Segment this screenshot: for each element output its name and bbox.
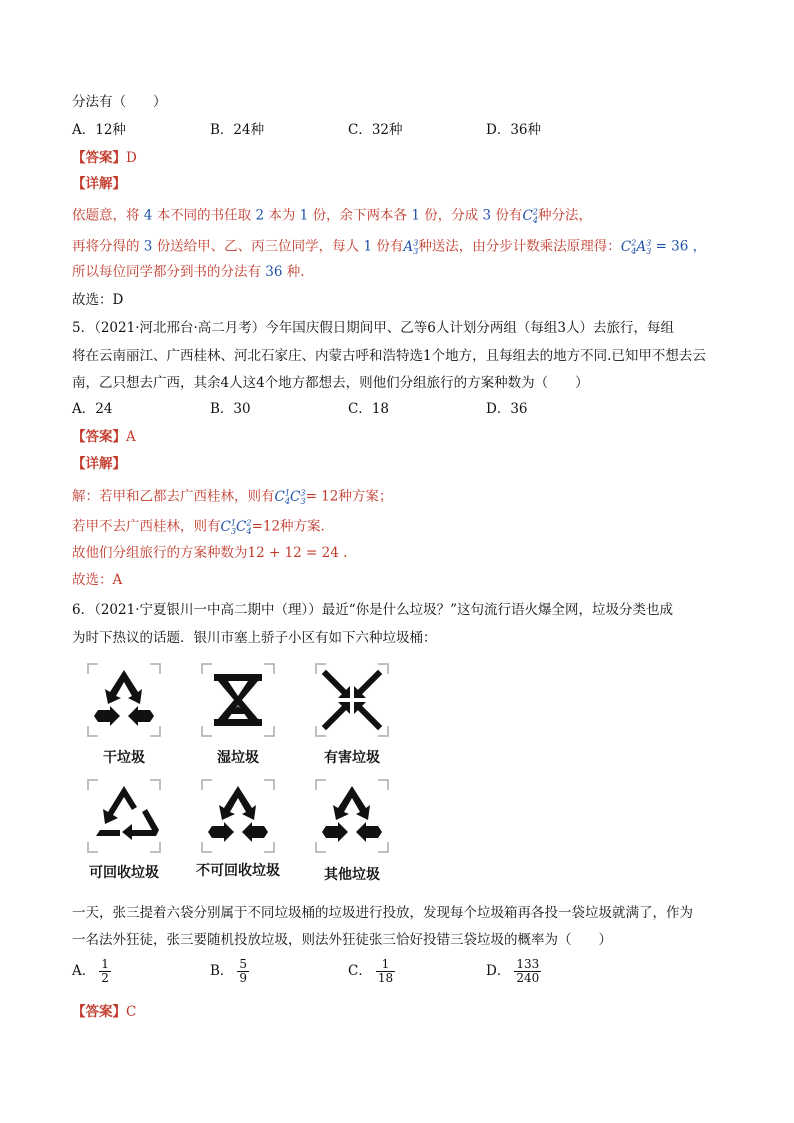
q4-choice-b: B．24种 [210, 122, 265, 138]
q4-detail-line2: 再将分得的 3 份送给甲、乙、丙三位同学，每人 1 份有$A^3_3$种送法，由分步计数乘法原理得：$C^2_4A^3_3 = 36$ ， [72, 238, 707, 257]
q4-detail-line1: 依题意，将 4 本不同的书任取 2 本为 1 份，余下两本各 1 份，分成 3 份有$C^2_4$种分法， [72, 207, 592, 226]
recycle-open-icon [86, 662, 162, 738]
q4-stem-end: 分法有（ ） [72, 94, 167, 110]
q5-detail-line3: 故他们分组旅行的方案种数为12 + 12 = 24 . [72, 545, 348, 561]
q6-stem-line3: 一天，张三提着六袋分别属于不同垃圾桶的垃圾进行投放，发现每个垃圾箱再各投一袋垃圾就满了，作为 [72, 905, 693, 921]
q6-stem-line2: 为时下热议的话题．银川市塞上骄子小区有如下六种垃圾桶： [72, 630, 437, 646]
q5-answer: 【答案】A [72, 429, 136, 445]
bin-label-dry: 干垃圾 [103, 750, 145, 766]
bin-label-non-recyclable: 不可回收垃圾 [196, 863, 280, 879]
recycle-icon [86, 778, 162, 854]
q6-choice-c: C． $\frac{1}{18}$ [348, 957, 394, 985]
q5-stem-line3: 南，乙只想去广西，其余4人这4个地方都想去，则他们分组旅行的方案种数为（ ） [72, 375, 589, 391]
q6-stem-line4: 一名法外狂徒，张三要随机投放垃圾，则法外狂徒张三恰好投错三袋垃圾的概率为（ ） [72, 932, 612, 948]
q5-detail-label: 【详解】 [72, 456, 126, 472]
q4-answer: 【答案】D [72, 150, 137, 166]
q4-choice-c: C．32种 [348, 122, 403, 138]
bin-label-recyclable: 可回收垃圾 [89, 865, 159, 881]
hourglass-icon [200, 662, 276, 738]
q5-choice-d: D．36 [486, 401, 528, 417]
q4-detail-label: 【详解】 [72, 176, 126, 192]
q5-stem-line2: 将在云南丽江、广西桂林、河北石家庄、内蒙古呼和浩特选1个地方，且每组去的地方不同.已知甲不想去云 [72, 348, 706, 364]
q5-choice-a: A．24 [72, 401, 113, 417]
q4-conclusion: 故选：D [72, 292, 124, 308]
recycle-open-icon [200, 778, 276, 854]
q5-choice-b: B．30 [210, 401, 251, 417]
q6-choice-b: B． $\frac{5}{9}$ [210, 957, 248, 985]
q6-stem-line1: 6．（2021·宁夏银川一中高二期中（理））最近“你是什么垃圾？”这句流行语火爆全网，垃圾分类也成 [72, 602, 674, 618]
bin-label-other: 其他垃圾 [324, 867, 380, 883]
q5-stem-line1: 5．（2021·河北邢台·高二月考）今年国庆假日期间甲、乙等6人计划分两组（每组3人）去旅行，每组 [72, 320, 674, 336]
q6-answer: 【答案】C [72, 1004, 137, 1020]
bin-label-hazardous: 有害垃圾 [324, 750, 380, 766]
q5-choice-c: C．18 [348, 401, 390, 417]
q4-choice-d: D．36种 [486, 122, 542, 138]
q6-choice-a: A． $\frac{1}{2}$ [72, 957, 109, 985]
q5-detail-line1: 解：若甲和乙都去广西桂林，则有$C^1_4C^3_3= 12$种方案； [72, 488, 393, 507]
q4-choice-a: A．12种 [72, 122, 126, 138]
q4-detail-line3: 所以每位同学都分到书的分法有 36 种. [72, 264, 305, 280]
inward-arrows-icon [314, 662, 390, 738]
q5-conclusion: 故选：A [72, 572, 123, 588]
q6-choice-d: D． $\frac{133}{240}$ [486, 957, 540, 985]
bin-label-wet: 湿垃圾 [217, 750, 259, 766]
q5-detail-line2: 若甲不去广西桂林，则有$C^1_3C^2_4=12$种方案. [72, 518, 325, 537]
recycle-open-icon [314, 778, 390, 854]
